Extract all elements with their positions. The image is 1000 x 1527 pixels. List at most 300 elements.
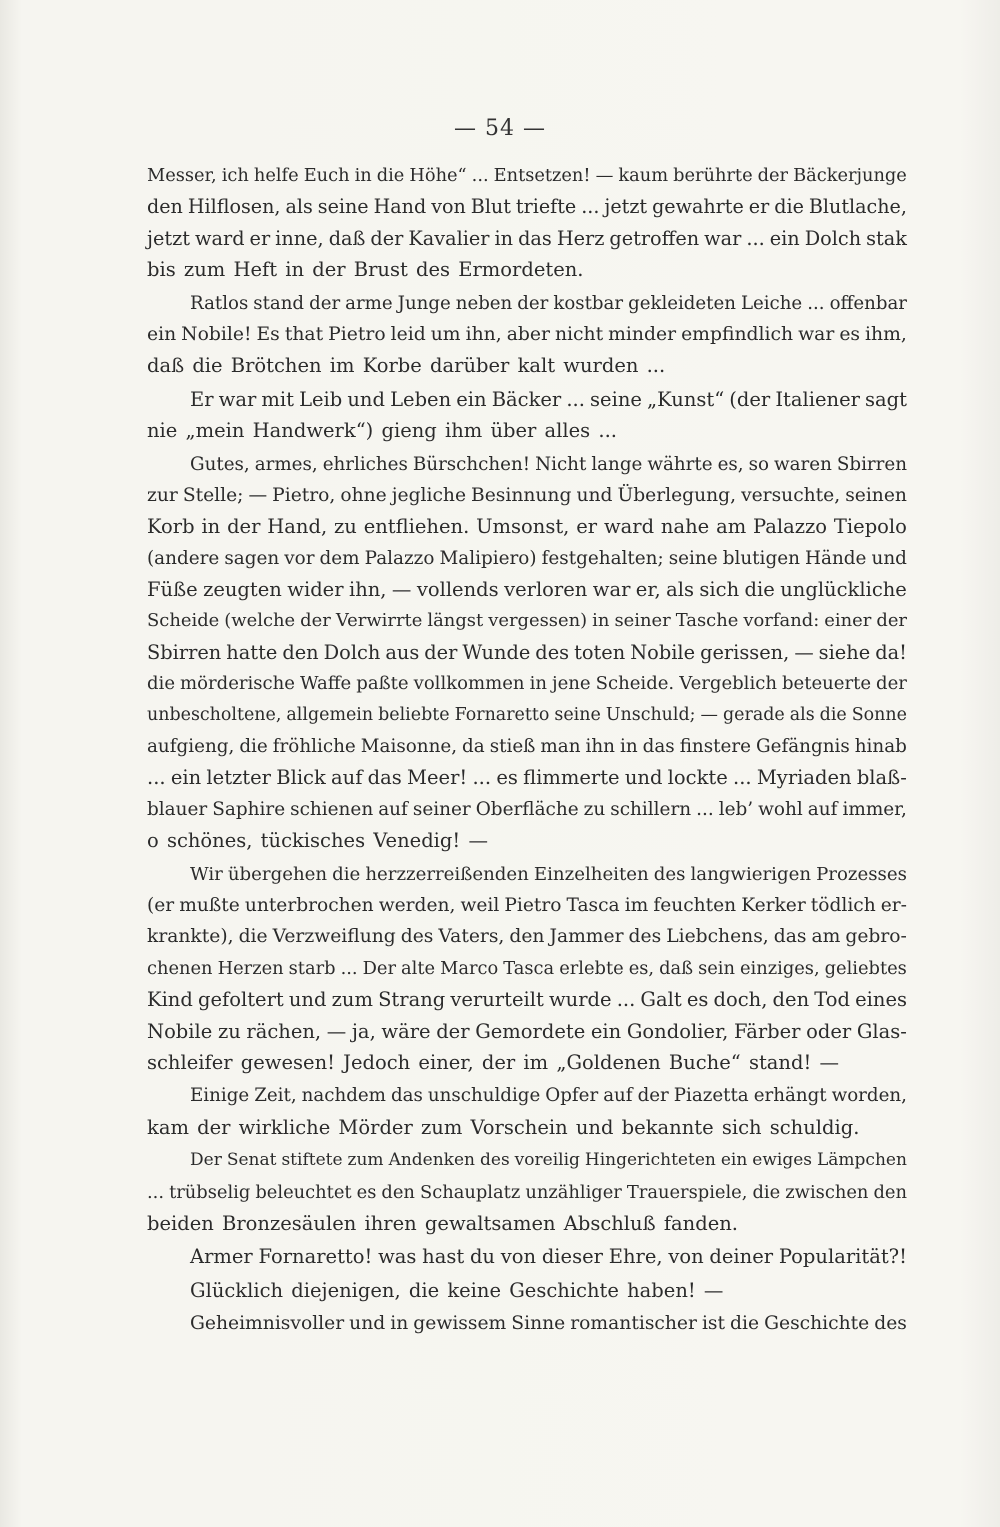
text-word: das [773,926,807,948]
text-word: Vergeblich [679,673,777,695]
text-word: Wir [190,863,223,885]
text-word: sagt [865,387,907,411]
text-line [147,605,907,636]
text-word: ... [616,988,636,1012]
text-word: beliebte [378,704,450,725]
text-word: in [619,736,638,758]
text-word: gerissen, [700,640,790,664]
text-word: zu [583,798,606,820]
text-word: und [624,766,663,790]
text-word: unbescholtene, [147,704,282,725]
text-word: Palazzo [364,547,435,569]
text-word: Tasca [503,957,555,979]
text-word: Prozesses [816,863,907,885]
text-word: Ermordeten. [458,258,584,282]
text-word: ... [807,292,825,314]
text-word: einziges, [740,957,820,979]
text-word: den [147,195,183,219]
text-word: im [523,1050,549,1074]
text-word: stak [866,226,907,250]
text-word: Senat [226,1150,277,1171]
text-word: auf [378,798,408,820]
text-word: Brust [353,258,408,282]
text-word: des [535,640,570,664]
text-line [147,1047,907,1078]
text-word: Hingerichteten [584,1150,716,1171]
text-word: Vorschein [470,1115,568,1139]
text-word: „Goldenen [556,1050,661,1074]
text-word: gerade [723,704,785,725]
text-word: Scheide. [595,673,675,695]
text-line [147,480,907,511]
text-word: den [381,1181,415,1203]
text-line [147,1016,907,1047]
text-word: ihn, [348,578,387,602]
text-word: Mörder [338,1115,413,1139]
text-word: Glas- [856,1019,907,1043]
text-word: eines [855,988,907,1012]
text-word: that [284,323,324,345]
text-word: erhängt [753,1085,827,1107]
text-word: der [436,1019,470,1043]
text-word: Bürschchen! [412,453,531,475]
text-word: Es [256,323,280,345]
text-word: seine [590,387,642,411]
text-word: Der [362,957,396,979]
text-line [147,449,907,480]
text-word: verloren [504,578,588,602]
text-word: der [370,226,404,250]
text-word: Leib [299,387,343,411]
text-word: dem [319,547,360,569]
text-word: mußte [179,894,240,916]
text-word: jene [552,673,591,695]
text-word: sich [699,578,740,602]
text-word: ... [147,766,166,790]
text-word: in [529,673,547,695]
text-word: Der [190,1150,222,1171]
text-word: alte [401,957,436,979]
text-line [147,825,907,856]
text-word: unglückliche [780,578,907,602]
text-word: Wunde [462,640,531,664]
text-word: blutigen [722,547,800,569]
text-word: der [197,1115,231,1139]
text-word: das [642,736,675,758]
text-line [147,415,907,446]
text-word: keine [447,1278,502,1302]
text-word: gewissem [413,1313,507,1335]
text-word: die [819,704,847,725]
text-word: den [509,926,545,948]
text-word: als [666,578,694,602]
text-word: zeugten [203,578,282,602]
text-word: und [288,988,327,1012]
text-word: krankte), [147,926,234,948]
text-line [147,1112,907,1143]
text-word: des [400,926,434,948]
text-word: der [227,515,261,539]
text-word: unschuldige [427,1085,541,1107]
text-word: den [772,988,810,1012]
text-word: vorfand: [743,610,820,632]
text-word: Kind [147,988,193,1012]
text-word: einer, [418,1050,474,1074]
text-word: Gemordete [475,1019,586,1043]
text-word: hast [422,1245,465,1269]
text-line [147,700,907,731]
text-word: (andere [147,547,220,569]
text-word: Palazzo [753,515,828,539]
text-word: seinen [845,484,907,506]
text-word: diejenigen, [291,1278,401,1302]
text-word: lange [591,453,643,475]
text-word: Pietro [504,894,562,916]
text-word: seine [668,547,718,569]
text-word: leid [390,323,426,345]
text-word: dieser [541,1245,603,1269]
text-word: ein [147,323,177,345]
text-word: gewahrte [652,195,744,219]
text-word: geliebtes [824,957,907,979]
text-word: gefoltert [197,988,284,1012]
text-word: feuchten [653,894,737,916]
text-word: Handwerk“) [252,419,374,443]
text-word: starb [288,957,336,979]
text-word: den [282,640,319,664]
text-word: daß [147,354,185,378]
text-word: Saphire [212,798,286,820]
text-word: ein [720,1150,748,1171]
text-word: ihn [585,736,615,758]
text-word: fanden. [663,1211,738,1235]
text-word: Korb [147,515,195,539]
text-word: Nobile! [181,323,252,345]
text-word: doch, [713,988,768,1012]
text-word: des [480,1150,510,1171]
text-word: von [668,1245,704,1269]
text-word: nachdem [301,1085,386,1107]
text-word: (er [147,894,175,916]
text-word: es [839,323,861,345]
text-word: Geschichte [764,1313,870,1335]
text-word: kostbar [553,292,624,314]
text-word: es [686,988,709,1012]
text-word: ... [581,195,600,219]
text-word: Liebchens, [666,926,769,948]
text-word: Nobile [147,1019,213,1043]
text-word: verurteilt [450,988,544,1012]
text-word: herzzerreißenden [365,863,529,885]
text-word: — [391,578,412,602]
text-word: festgehalten; [541,547,664,569]
text-word: Trauerspiele, [626,1181,748,1203]
text-word: Leben [390,387,452,411]
text-word: Geheimnisvoller [190,1313,345,1335]
text-word: Opfer [545,1085,599,1107]
text-word: die [376,165,405,186]
text-word: die [332,863,361,885]
text-word: — [468,829,488,853]
text-word: ohne [340,484,387,506]
text-line [147,223,907,254]
text-word: in [201,515,221,539]
text-word: es, [628,957,655,979]
text-line [147,1208,907,1239]
text-word: aber [506,323,550,345]
text-line [147,1275,907,1306]
text-word: — [595,165,614,186]
text-word: Galt [640,988,682,1012]
text-word: und [575,1115,614,1139]
text-word: — [326,1019,347,1043]
text-word: als [285,195,313,219]
text-word: Füße [147,578,198,602]
text-word: Bronzesäulen [222,1211,357,1235]
text-word: Hand, [267,515,328,539]
text-word: jetzt [604,195,648,219]
text-word: Messer, [147,165,217,186]
text-word: minder [608,323,677,345]
text-line [147,319,907,350]
text-word: schillern [610,798,692,820]
text-word: in [390,1313,409,1335]
text-word: ... [472,766,492,790]
text-line [147,160,907,191]
text-word: romantischer [570,1313,697,1335]
text-word: Verwirrte [335,610,423,632]
text-word: Kerker [741,894,806,916]
text-line [147,731,907,762]
text-word: ... [646,354,666,378]
text-word: bekannte [621,1115,714,1139]
text-word: — [700,704,718,725]
text-word: des [874,1313,907,1335]
text-word: toten [574,640,626,664]
text-word: der [309,292,341,314]
text-word: und [347,387,385,411]
text-word: zu [334,515,357,539]
text-word: Popularität?! [778,1245,907,1269]
text-word: langwierigen [690,863,812,885]
text-word: die [192,354,223,378]
text-word: Scheide [147,610,220,632]
text-word: der [517,292,549,314]
text-word: sagen [224,547,280,569]
text-word: Buche“ [668,1050,741,1074]
text-word: blauer [147,798,208,820]
text-word: vergessen) [488,610,588,632]
text-word: Vaters, [438,926,505,948]
text-word: letzter [206,766,272,790]
text-word: Höhe“ [409,165,467,186]
text-word: ihm, [865,323,907,345]
text-word: Sinne [511,1313,566,1335]
text-word: Piazetta [673,1085,749,1107]
text-word: vollends [416,578,499,602]
text-word: du [469,1245,495,1269]
text-word: schönes, [166,829,253,853]
text-word: Glücklich [190,1278,284,1302]
text-word: „Kunst“ [647,387,725,411]
text-word: daß [328,226,366,250]
text-word: als [789,704,815,725]
text-word: versuchte, [741,484,841,506]
text-word: er, [635,578,661,602]
text-word: unterbrochen [244,894,374,916]
text-word: ward [195,226,245,250]
text-word: o [147,829,159,853]
text-word: zu [217,1019,241,1043]
text-word: — [703,1278,724,1302]
text-word: darüber [430,354,510,378]
text-word: sein [698,957,735,979]
text-line [147,288,907,319]
text-word: — [248,484,268,506]
text-word: ihm [444,419,483,443]
text-word: Blick [276,766,326,790]
text-word: Einige [190,1085,250,1107]
text-word: Tasca [566,894,620,916]
text-word: zum [347,1150,384,1171]
text-word: ich [221,165,249,186]
text-word: ... [340,957,358,979]
text-line [147,574,907,605]
text-word: von [431,195,466,219]
text-word: kaum [618,165,669,186]
text-word: wider [287,578,344,602]
text-word: es, [717,453,744,475]
text-word: ewiges [752,1150,812,1171]
text-word: zum [331,988,373,1012]
text-word: vor [284,547,315,569]
text-word: Maisonne, [360,736,458,758]
text-line [147,984,907,1015]
text-word: oder [806,1019,852,1043]
text-word: chenen [147,957,213,979]
text-line [147,637,907,668]
text-word: stieß [489,736,536,758]
text-word: — [794,640,814,664]
text-line [147,1080,907,1111]
text-word: längst [427,610,484,632]
text-word: im [329,354,355,378]
text-word: der [300,610,331,632]
text-word: Venedig! [373,829,461,853]
text-word: und [349,1313,386,1335]
text-word: Tasche [675,610,739,632]
text-word: Färber [733,1019,801,1043]
text-word: Abschluß [563,1211,656,1235]
text-word: Geschichte [509,1278,619,1302]
text-word: der [312,258,346,282]
text-word: des [653,863,686,885]
text-word: nie [147,419,178,443]
text-word: ehrliches [322,453,408,475]
text-word: es [496,766,518,790]
text-word: waren [774,453,832,475]
text-word: berührte [673,165,753,186]
text-word: und [576,484,613,506]
text-word: daß [659,957,694,979]
text-word: Heft [233,258,278,282]
text-word: Tiepolo [833,515,907,539]
text-word: schienen [290,798,374,820]
text-word: ein [170,766,202,790]
text-word: werden, [378,894,456,916]
text-word: Jammer [549,926,624,948]
text-word: Gefängnis [755,736,850,758]
text-word: ... [696,798,714,820]
text-word: in [494,226,514,250]
text-word: gebro- [845,926,907,948]
text-word: die [239,736,268,758]
text-word: Brötchen [230,354,322,378]
text-word: Stelle; [182,484,244,506]
text-word: empfindlich [681,323,794,345]
text-word: alles [544,419,591,443]
text-word: ... [598,419,617,443]
text-word: er [249,226,271,250]
text-word: von [500,1245,537,1269]
text-word: Fornaretto [454,704,550,725]
text-word: wirkliche [238,1115,331,1139]
text-word: unzähliger [525,1181,622,1203]
text-word: trübselig [169,1181,251,1203]
text-word: lockte [667,766,728,790]
text-word: einer [824,610,872,632]
text-word: der [757,165,789,186]
text-line [147,668,907,699]
text-word: war [704,226,742,250]
text-word: mit [261,387,294,411]
text-word: die [752,1181,781,1203]
text-word: ja, [351,1019,376,1043]
text-word: gewesen! [240,1050,335,1074]
text-word: — [819,1050,839,1074]
text-word: ein [456,387,487,411]
text-line [147,953,907,984]
text-word: Myriaden [756,766,852,790]
text-line [147,921,907,952]
text-word: er [576,515,598,539]
text-word: leb’ [718,798,754,820]
text-word: er- [880,894,907,916]
text-word: Hände [804,547,867,569]
text-word: am [716,515,747,539]
text-line [147,254,907,285]
text-word: in [285,258,305,282]
text-word: Blutlache, [808,195,907,219]
text-word: rächen, [246,1019,322,1043]
text-word: so [748,453,769,475]
text-word: Zeit, [254,1085,297,1107]
text-word: Besinnung [471,484,572,506]
text-line [147,350,907,381]
text-word: Hand [373,195,427,219]
text-word: Malipiero) [439,547,537,569]
text-word: in [592,610,610,632]
text-word: entfliehen. [363,515,470,539]
text-word: triefte [515,195,577,219]
text-word: Leiche [740,292,803,314]
text-word: zwischen [785,1181,869,1203]
text-word: Gutes, [190,453,250,475]
text-word: man [540,736,581,758]
text-word: haben! [627,1278,696,1302]
text-word: ein [590,1019,622,1043]
text-word: ... [733,766,752,790]
